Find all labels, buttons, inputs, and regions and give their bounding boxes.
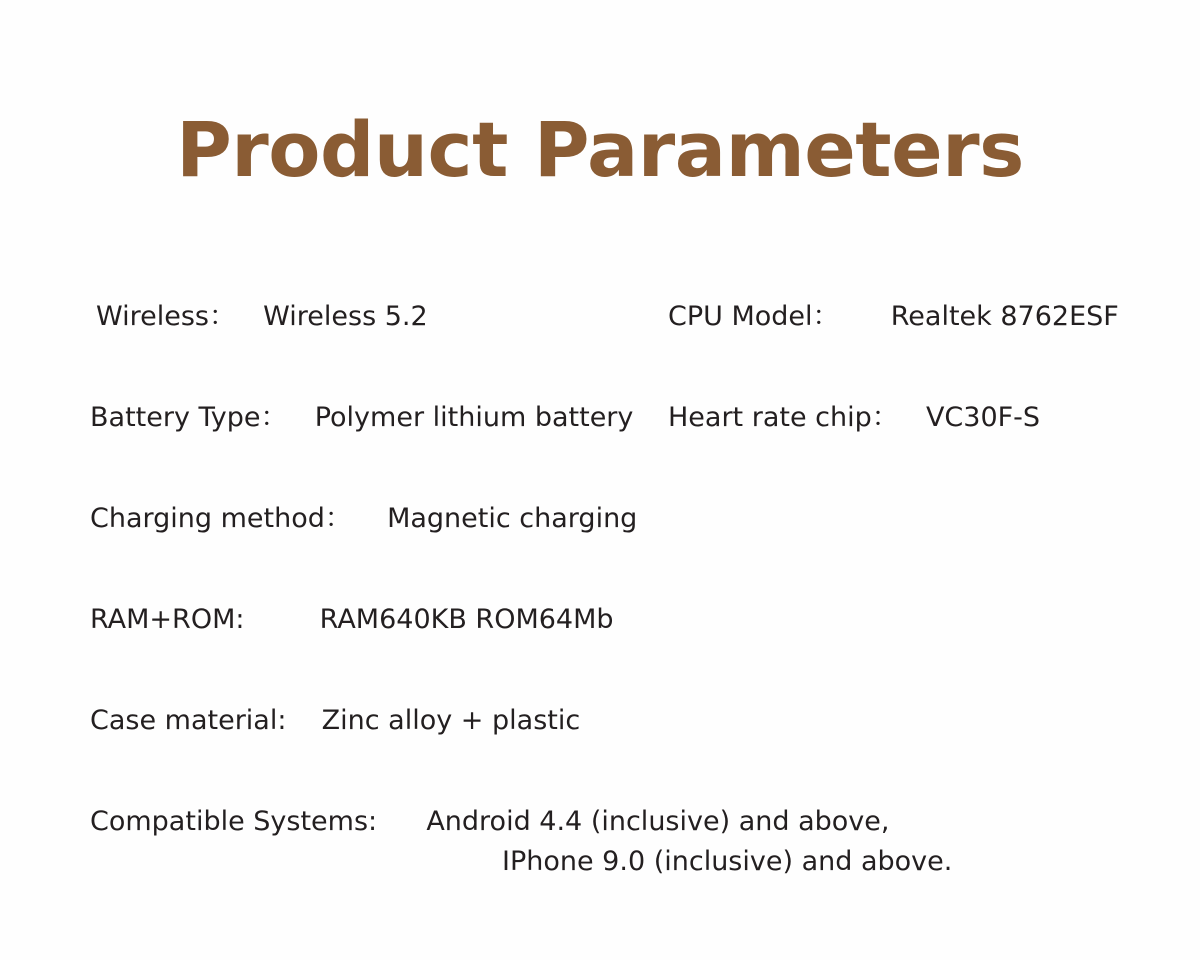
spec-value: Zinc alloy + plastic: [321, 705, 581, 736]
spec-case-material: [90, 704, 580, 738]
spec-row: [0, 401, 1200, 502]
spec-value: Magnetic charging: [387, 503, 638, 534]
spec-value: RAM640KB ROM64Mb: [319, 604, 614, 635]
spec-label: Case material:: [90, 705, 287, 736]
spec-row: [0, 603, 1200, 704]
spec-value: VC30F-S: [925, 402, 1041, 433]
spec-value: Android 4.4 (inclusive) and above,: [426, 806, 890, 837]
spec-value-line-2: IPhone 9.0 (inclusive) and above.: [502, 846, 953, 877]
spec-label: Battery Type：: [90, 402, 288, 433]
spec-label: Compatible Systems:: [90, 806, 378, 837]
spec-battery-type: [90, 401, 633, 435]
spec-heart-rate-chip: [668, 401, 1040, 435]
spec-row: [0, 502, 1200, 603]
spec-wireless: [96, 300, 428, 334]
spec-value: Realtek 8762ESF: [890, 301, 1119, 332]
spec-value: Polymer lithium battery: [314, 402, 634, 433]
spec-label: Heart rate chip：: [668, 402, 899, 433]
spec-row: [0, 300, 1200, 401]
specs-list: [0, 300, 1200, 906]
page-title: Product Parameters: [176, 105, 1024, 194]
spec-row: [0, 805, 1200, 906]
spec-row: [0, 704, 1200, 805]
spec-label: Wireless：: [96, 301, 236, 332]
spec-label: Charging method：: [90, 503, 352, 534]
spec-cpu-model: [668, 300, 1119, 334]
spec-label: CPU Model：: [668, 301, 840, 332]
spec-value: Wireless 5.2: [263, 301, 428, 332]
spec-charging-method: [90, 502, 637, 536]
spec-ram-rom: [90, 603, 614, 637]
spec-label: RAM+ROM:: [90, 604, 245, 635]
spec-compatible-systems: [90, 805, 953, 877]
